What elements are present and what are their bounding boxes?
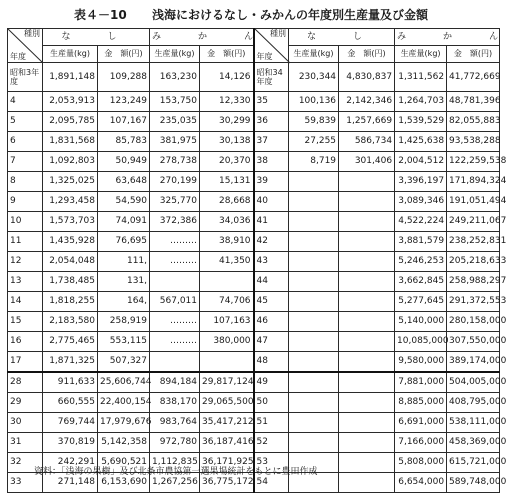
value-cell [200,352,254,373]
value-cell: 538,111,000 [447,413,500,433]
value-cell: 307,550,000 [447,332,500,352]
table-row [8,292,500,312]
value-cell: 3,396,197 [395,172,447,192]
year-cell: 38 [254,152,289,172]
value-cell: 8,885,000 [395,393,447,413]
value-cell: 85,783 [98,132,150,152]
corner-header-right [254,29,289,63]
value-cell [289,172,339,192]
value-cell: 74,091 [98,212,150,232]
value-cell: 894,184 [150,372,200,393]
production-table [7,28,512,493]
header-prod: 生産量(kg) [150,46,200,63]
value-cell: 408,795,000 [447,393,500,413]
value-cell: 380,000 [200,332,254,352]
value-cell: 586,734 [339,132,395,152]
year-cell: 39 [254,172,289,192]
value-cell: 615,721,000 [447,453,500,473]
year-cell: 49 [254,372,289,393]
header-prod: 生産量(kg) [43,46,98,63]
value-cell: 504,005,000 [447,372,500,393]
table-row [8,112,500,132]
value-cell: 507,327 [98,352,150,373]
header-amt: 金 額(円) [98,46,150,63]
value-cell: 553,115 [98,332,150,352]
value-cell: 1,112,835 [150,453,200,473]
value-cell: 82,055,883 [447,112,500,132]
value-cell: 838,170 [150,393,200,413]
value-cell: 372,386 [150,212,200,232]
table-row [8,272,500,292]
year-cell: 44 [254,272,289,292]
value-cell: 3,881,579 [395,232,447,252]
value-cell: 59,839 [289,112,339,132]
header-year: 年度 [10,52,26,61]
value-cell: 107,163 [200,312,254,332]
value-cell [339,413,395,433]
value-cell: 1,573,703 [43,212,98,232]
header-year: 年度 [256,52,273,61]
table-title [0,4,503,24]
year-cell: 52 [254,433,289,453]
value-cell [339,172,395,192]
value-cell: 458,369,000 [447,433,500,453]
value-cell [289,332,339,352]
header-amt: 金 額(円) [200,46,254,63]
table-row [8,152,500,172]
value-cell [289,393,339,413]
value-cell: 14,126 [200,63,254,92]
year-cell: 40 [254,192,289,212]
value-cell: 589,748,000 [447,473,500,493]
value-cell: 163,230 [150,63,200,92]
value-cell: 2,053,913 [43,92,98,112]
year-cell: 31 [8,433,43,453]
value-cell: 5,142,358 [98,433,150,453]
value-cell [289,352,339,373]
year-cell: 28 [8,372,43,393]
value-cell [150,352,200,373]
value-cell: 171,894,324 [447,172,500,192]
value-cell: 4,830,837 [339,63,395,92]
year-cell: 37 [254,132,289,152]
value-cell [289,212,339,232]
header-amt: 金 額(円) [447,46,500,63]
table-row [8,312,500,332]
value-cell: 6,691,000 [395,413,447,433]
value-cell: 191,051,494 [447,192,500,212]
value-cell: 258,988,297 [447,272,500,292]
value-cell: 5,690,521 [98,453,150,473]
value-cell: 5,808,000 [395,453,447,473]
year-cell: 41 [254,212,289,232]
value-cell: 2,004,512 [395,152,447,172]
value-cell: 17,979,676 [98,413,150,433]
value-cell: 911,633 [43,372,98,393]
value-cell: 9,580,000 [395,352,447,373]
value-cell [339,372,395,393]
value-cell: 381,975 [150,132,200,152]
header-nashi-left: な し [43,29,150,46]
year-cell: 47 [254,332,289,352]
header-mikan-right: み か ん [395,29,500,46]
value-cell [339,473,395,493]
value-cell: 258,919 [98,312,150,332]
table-row [8,372,500,393]
value-cell [289,232,339,252]
header-kind: 種別 [270,29,287,38]
value-cell: 1,891,148 [43,63,98,92]
value-cell [289,413,339,433]
value-cell: 20,370 [200,152,254,172]
value-cell: 27,255 [289,132,339,152]
value-cell: 131, [98,272,150,292]
value-cell [339,212,395,232]
year-cell: 10 [8,212,43,232]
year-cell: 6 [8,132,43,152]
value-cell: 1,092,803 [43,152,98,172]
header-mikan-left: み か ん [150,29,254,46]
value-cell: 111, [98,252,150,272]
value-cell: 153,750 [150,92,200,112]
year-cell: 48 [254,352,289,373]
value-cell: 5,246,253 [395,252,447,272]
corner-header-left [8,29,43,63]
value-cell: 36,775,172 [200,473,254,493]
value-cell: 1,325,025 [43,172,98,192]
value-cell: 7,881,000 [395,372,447,393]
year-cell: 35 [254,92,289,112]
value-cell: 76,695 [98,232,150,252]
value-cell: 107,167 [98,112,150,132]
table-row [8,252,500,272]
value-cell: ……… [150,332,200,352]
table-caption: 浅海におけるなし・みかんの年度別生産量及び金額 [152,8,429,22]
value-cell: 123,249 [98,92,150,112]
header-prod: 生産量(kg) [289,46,339,63]
year-cell: 16 [8,332,43,352]
value-cell: 29,817,124 [200,372,254,393]
value-cell [200,272,254,292]
year-cell: 15 [8,312,43,332]
value-cell: 30,138 [200,132,254,152]
table-row [8,172,500,192]
year-cell: 12 [8,252,43,272]
table-row [8,352,500,373]
header-kind: 種別 [24,29,40,38]
value-cell [289,433,339,453]
value-cell: 7,166,000 [395,433,447,453]
value-cell: 5,140,000 [395,312,447,332]
value-cell [150,272,200,292]
value-cell: 1,539,529 [395,112,447,132]
table-row [8,393,500,413]
value-cell: 5,277,645 [395,292,447,312]
value-cell: 291,372,553 [447,292,500,312]
year-cell: 11 [8,232,43,252]
value-cell: 238,252,831 [447,232,500,252]
year-cell: 29 [8,393,43,413]
value-cell: 22,400,154 [98,393,150,413]
value-cell: 4,522,224 [395,212,447,232]
year-cell: 昭和3年度 [8,63,43,92]
value-cell: 1,293,458 [43,192,98,212]
value-cell: 93,538,288 [447,132,500,152]
table-row [8,192,500,212]
value-cell [339,453,395,473]
year-cell: 42 [254,232,289,252]
value-cell: 36,187,416 [200,433,254,453]
value-cell: 10,085,000 [395,332,447,352]
value-cell: 270,199 [150,172,200,192]
value-cell [289,372,339,393]
value-cell [339,393,395,413]
value-cell: 41,350 [200,252,254,272]
table-row [8,92,500,112]
value-cell [339,433,395,453]
value-cell [289,252,339,272]
year-cell: 9 [8,192,43,212]
value-cell: 36,171,925 [200,453,254,473]
value-cell: 100,136 [289,92,339,112]
value-cell: 389,174,000 [447,352,500,373]
value-cell: 74,706 [200,292,254,312]
value-cell: 50,949 [98,152,150,172]
value-cell: 278,738 [150,152,200,172]
year-cell: 50 [254,393,289,413]
value-cell [289,312,339,332]
value-cell: 1,267,256 [150,473,200,493]
year-cell: 33 [8,473,43,493]
value-cell [339,232,395,252]
value-cell: 249,211,067 [447,212,500,232]
header-prod: 生産量(kg) [395,46,447,63]
value-cell [339,292,395,312]
value-cell: 30,299 [200,112,254,132]
value-cell [339,352,395,373]
value-cell: 1,425,638 [395,132,447,152]
value-cell: 1,264,703 [395,92,447,112]
value-cell [289,272,339,292]
value-cell: 2,775,465 [43,332,98,352]
value-cell: 2,054,048 [43,252,98,272]
value-cell: 6,654,000 [395,473,447,493]
value-cell [339,312,395,332]
value-cell [289,292,339,312]
value-cell: 122,259,538 [447,152,500,172]
value-cell: ……… [150,232,200,252]
value-cell: 109,288 [98,63,150,92]
value-cell: 1,311,562 [395,63,447,92]
year-cell: 17 [8,352,43,373]
value-cell: 230,344 [289,63,339,92]
year-cell: 昭和34年度 [254,63,289,92]
value-cell [339,192,395,212]
value-cell: 48,781,396 [447,92,500,112]
value-cell: 2,183,580 [43,312,98,332]
value-cell: 567,011 [150,292,200,312]
value-cell: 29,065,500 [200,393,254,413]
year-cell: 7 [8,152,43,172]
value-cell: 1,435,928 [43,232,98,252]
year-cell: 14 [8,292,43,312]
table-row [8,132,500,152]
value-cell: 1,831,568 [43,132,98,152]
value-cell: 301,406 [339,152,395,172]
table-row [8,232,500,252]
value-cell: 1,738,485 [43,272,98,292]
year-cell: 45 [254,292,289,312]
value-cell: 35,417,212 [200,413,254,433]
value-cell: 63,648 [98,172,150,192]
value-cell: 205,218,633 [447,252,500,272]
year-cell: 54 [254,473,289,493]
value-cell: 54,590 [98,192,150,212]
year-cell: 53 [254,453,289,473]
value-cell: 972,780 [150,433,200,453]
value-cell: 2,095,785 [43,112,98,132]
table-row [8,433,500,453]
value-cell: 3,662,845 [395,272,447,292]
header-nashi-right: な し [289,29,395,46]
year-cell: 36 [254,112,289,132]
value-cell: 6,153,690 [98,473,150,493]
value-cell: ……… [150,252,200,272]
year-cell: 32 [8,453,43,473]
value-cell: 1,257,669 [339,112,395,132]
value-cell: 3,089,346 [395,192,447,212]
value-cell: 38,910 [200,232,254,252]
year-cell: 51 [254,413,289,433]
value-cell: 242,291 [43,453,98,473]
table-number: 表４－10 [74,8,127,22]
value-cell: 28,668 [200,192,254,212]
year-cell: 8 [8,172,43,192]
value-cell: 983,764 [150,413,200,433]
value-cell: 325,770 [150,192,200,212]
value-cell: 235,035 [150,112,200,132]
year-cell: 13 [8,272,43,292]
value-cell: 1,871,325 [43,352,98,373]
value-cell: 280,158,000 [447,312,500,332]
year-cell: 4 [8,92,43,112]
value-cell: 370,819 [43,433,98,453]
value-cell: 15,131 [200,172,254,192]
value-cell: 2,142,346 [339,92,395,112]
value-cell: 1,818,255 [43,292,98,312]
value-cell: 25,606,744 [98,372,150,393]
value-cell: ……… [150,312,200,332]
table-row [8,413,500,433]
value-cell [339,272,395,292]
value-cell [339,252,395,272]
table-row [8,332,500,352]
year-cell: 46 [254,312,289,332]
value-cell [339,332,395,352]
value-cell: 769,744 [43,413,98,433]
value-cell: 660,555 [43,393,98,413]
value-cell: 271,148 [43,473,98,493]
year-cell: 30 [8,413,43,433]
value-cell: 164, [98,292,150,312]
value-cell: 12,330 [200,92,254,112]
year-cell: 43 [254,252,289,272]
value-cell [289,192,339,212]
value-cell: 34,036 [200,212,254,232]
table-row [8,212,500,232]
value-cell: 41,772,669 [447,63,500,92]
header-amt: 金 額(円) [339,46,395,63]
table-row [8,63,500,92]
source-note: 資料：「浅海の果樹」及び北条市農協第一選果場統計をもとに豊田作成 [34,467,318,477]
value-cell: 8,719 [289,152,339,172]
year-cell: 5 [8,112,43,132]
